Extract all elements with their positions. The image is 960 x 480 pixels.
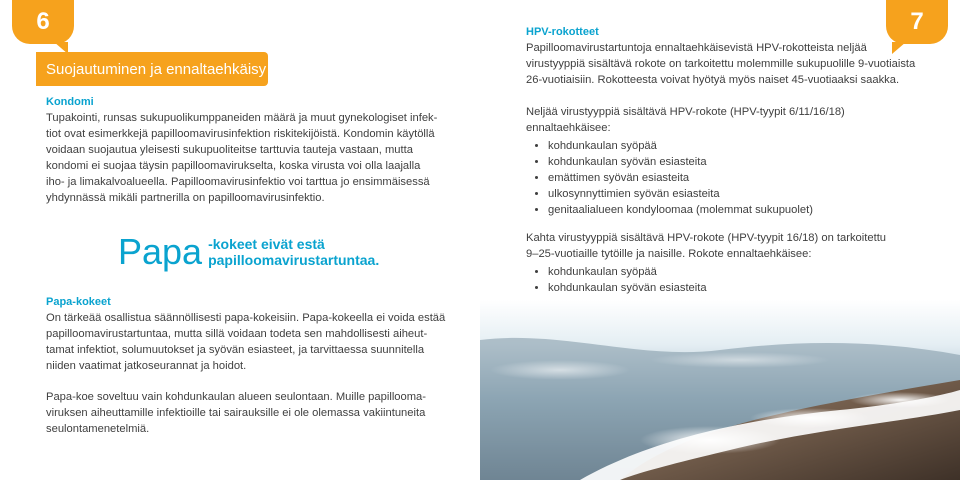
papa-kokeet-line: tamat infektiot, solumuutokset ja syövän esiasteet, ja tarvittaessa suunnitella [46, 344, 425, 356]
right-page [480, 0, 960, 480]
kondomi-line: tiot ovat esimerkkejä papilloomavirusinfektion riskitekijöistä. Kondomin käytöllä [46, 128, 435, 140]
quadrivalent-bullets [526, 138, 926, 218]
papa-callout-line2: papilloomavirustartuntaa. [208, 252, 380, 268]
kondomi-line: kondomi ei suojaa täysin papilloomavirukselta, koska virusta voi olla laajalla [46, 160, 421, 172]
page-number-badge [12, 0, 74, 44]
beach-photo-graphic [480, 300, 960, 480]
bullet-item: • kohdunkaulan syövän esiasteita [548, 154, 926, 170]
papa-kokeet-line: niiden vaatimat jatkoseurannat ja hoidot. [46, 360, 247, 372]
hpv-line: virustyyppiä sisältävä rokote on tarkoitettu molemmille sukupuolille 9-vuotiaista [526, 58, 916, 70]
banner-title: Suojautuminen ja ennaltaehkäisy [46, 60, 267, 78]
page-number: 7 [910, 8, 924, 35]
papa-kokeet-section [46, 296, 466, 374]
kondomi-line: Tupakointi, runsas sukupuolikumppaneiden määrä ja muut gynekologiset infek- [46, 112, 438, 124]
bivalent-bullets [526, 264, 926, 296]
kondomi-line: voidaan suojautua yleisesti sukupuoliteitse tarttuvia tauteja vastaan, mutta [46, 144, 413, 156]
kondomi-line: yhdynnässä mikäli partnerilla on papilloomavirusinfektio. [46, 192, 325, 204]
papa-kokeet-heading: Papa-kokeet [46, 296, 111, 308]
bullet-item: • genitaalialueen kondyloomaa (molemmat sukupuolet) [548, 202, 926, 218]
papa-kokeet-line: On tärkeää osallistua säännöllisesti papa-kokeisiin. Papa-kokeella ei voida estää [46, 312, 446, 324]
bivalent-section [526, 230, 926, 296]
beach-photo [480, 300, 960, 480]
quadrivalent-line: Neljää virustyyppiä sisältävä HPV-rokote (HPV-tyypit 6/11/16/18) [526, 106, 845, 118]
page-number: 6 [36, 8, 50, 35]
bivalent-line: 9–25-vuotiaille tytöille ja naisille. Rokote ennaltaehkäisee: [526, 248, 812, 260]
papa-callout-line1: -kokeet eivät estä [208, 236, 325, 252]
quadrivalent-line: ennaltaehkäisee: [526, 122, 611, 134]
hpv-rokotteet-heading: HPV-rokotteet [526, 26, 599, 38]
hpv-line: Papilloomavirustartuntoja ennaltaehkäisevistä HPV-rokotteista neljää [526, 42, 867, 54]
papa-callout-big: Papa [118, 231, 203, 272]
bullet-item: • kohdunkaulan syöpää [548, 264, 926, 280]
seulonta-line: Papa-koe soveltuu vain kohdunkaulan alueen seulontaan. Muille papillooma- [46, 391, 427, 403]
papa-kokeet-line: papilloomavirustartuntaa, mutta sillä voidaan todeta sen mahdollisesti aiheut- [46, 328, 428, 340]
kondomi-line: iho- ja limakalvoalueella. Papilloomavirusinfektio voi tarttua jo ensimmäisessä [46, 176, 430, 188]
bivalent-line: Kahta virustyyppiä sisältävä HPV-rokote (HPV-tyypit 16/18) on tarkoitettu [526, 232, 887, 244]
papa-callout [118, 231, 380, 272]
bullet-item: • kohdunkaulan syövän esiasteita [548, 280, 926, 296]
bullet-item: • emättimen syövän esiasteita [548, 170, 926, 186]
kondomi-section [46, 96, 466, 206]
seulonta-line: seulontamenetelmiä. [46, 423, 150, 435]
quadrivalent-section [526, 104, 926, 218]
bullet-item: • ulkosynnyttimien syövän esiasteita [548, 186, 926, 202]
bullet-item: • kohdunkaulan syöpää [548, 138, 926, 154]
seulonta-section [46, 389, 466, 437]
seulonta-line: viruksen aiheuttamille infektioille tai sairauksille ei ole olemassa vakiintuneita [46, 407, 426, 419]
hpv-line: 26-vuotiaisiin. Rokotteesta voivat hyötyä myös naiset 45-vuotiaaksi saakka. [526, 74, 900, 86]
hpv-rokotteet-section [526, 26, 926, 88]
section-banner [36, 52, 268, 86]
kondomi-heading: Kondomi [46, 96, 94, 108]
